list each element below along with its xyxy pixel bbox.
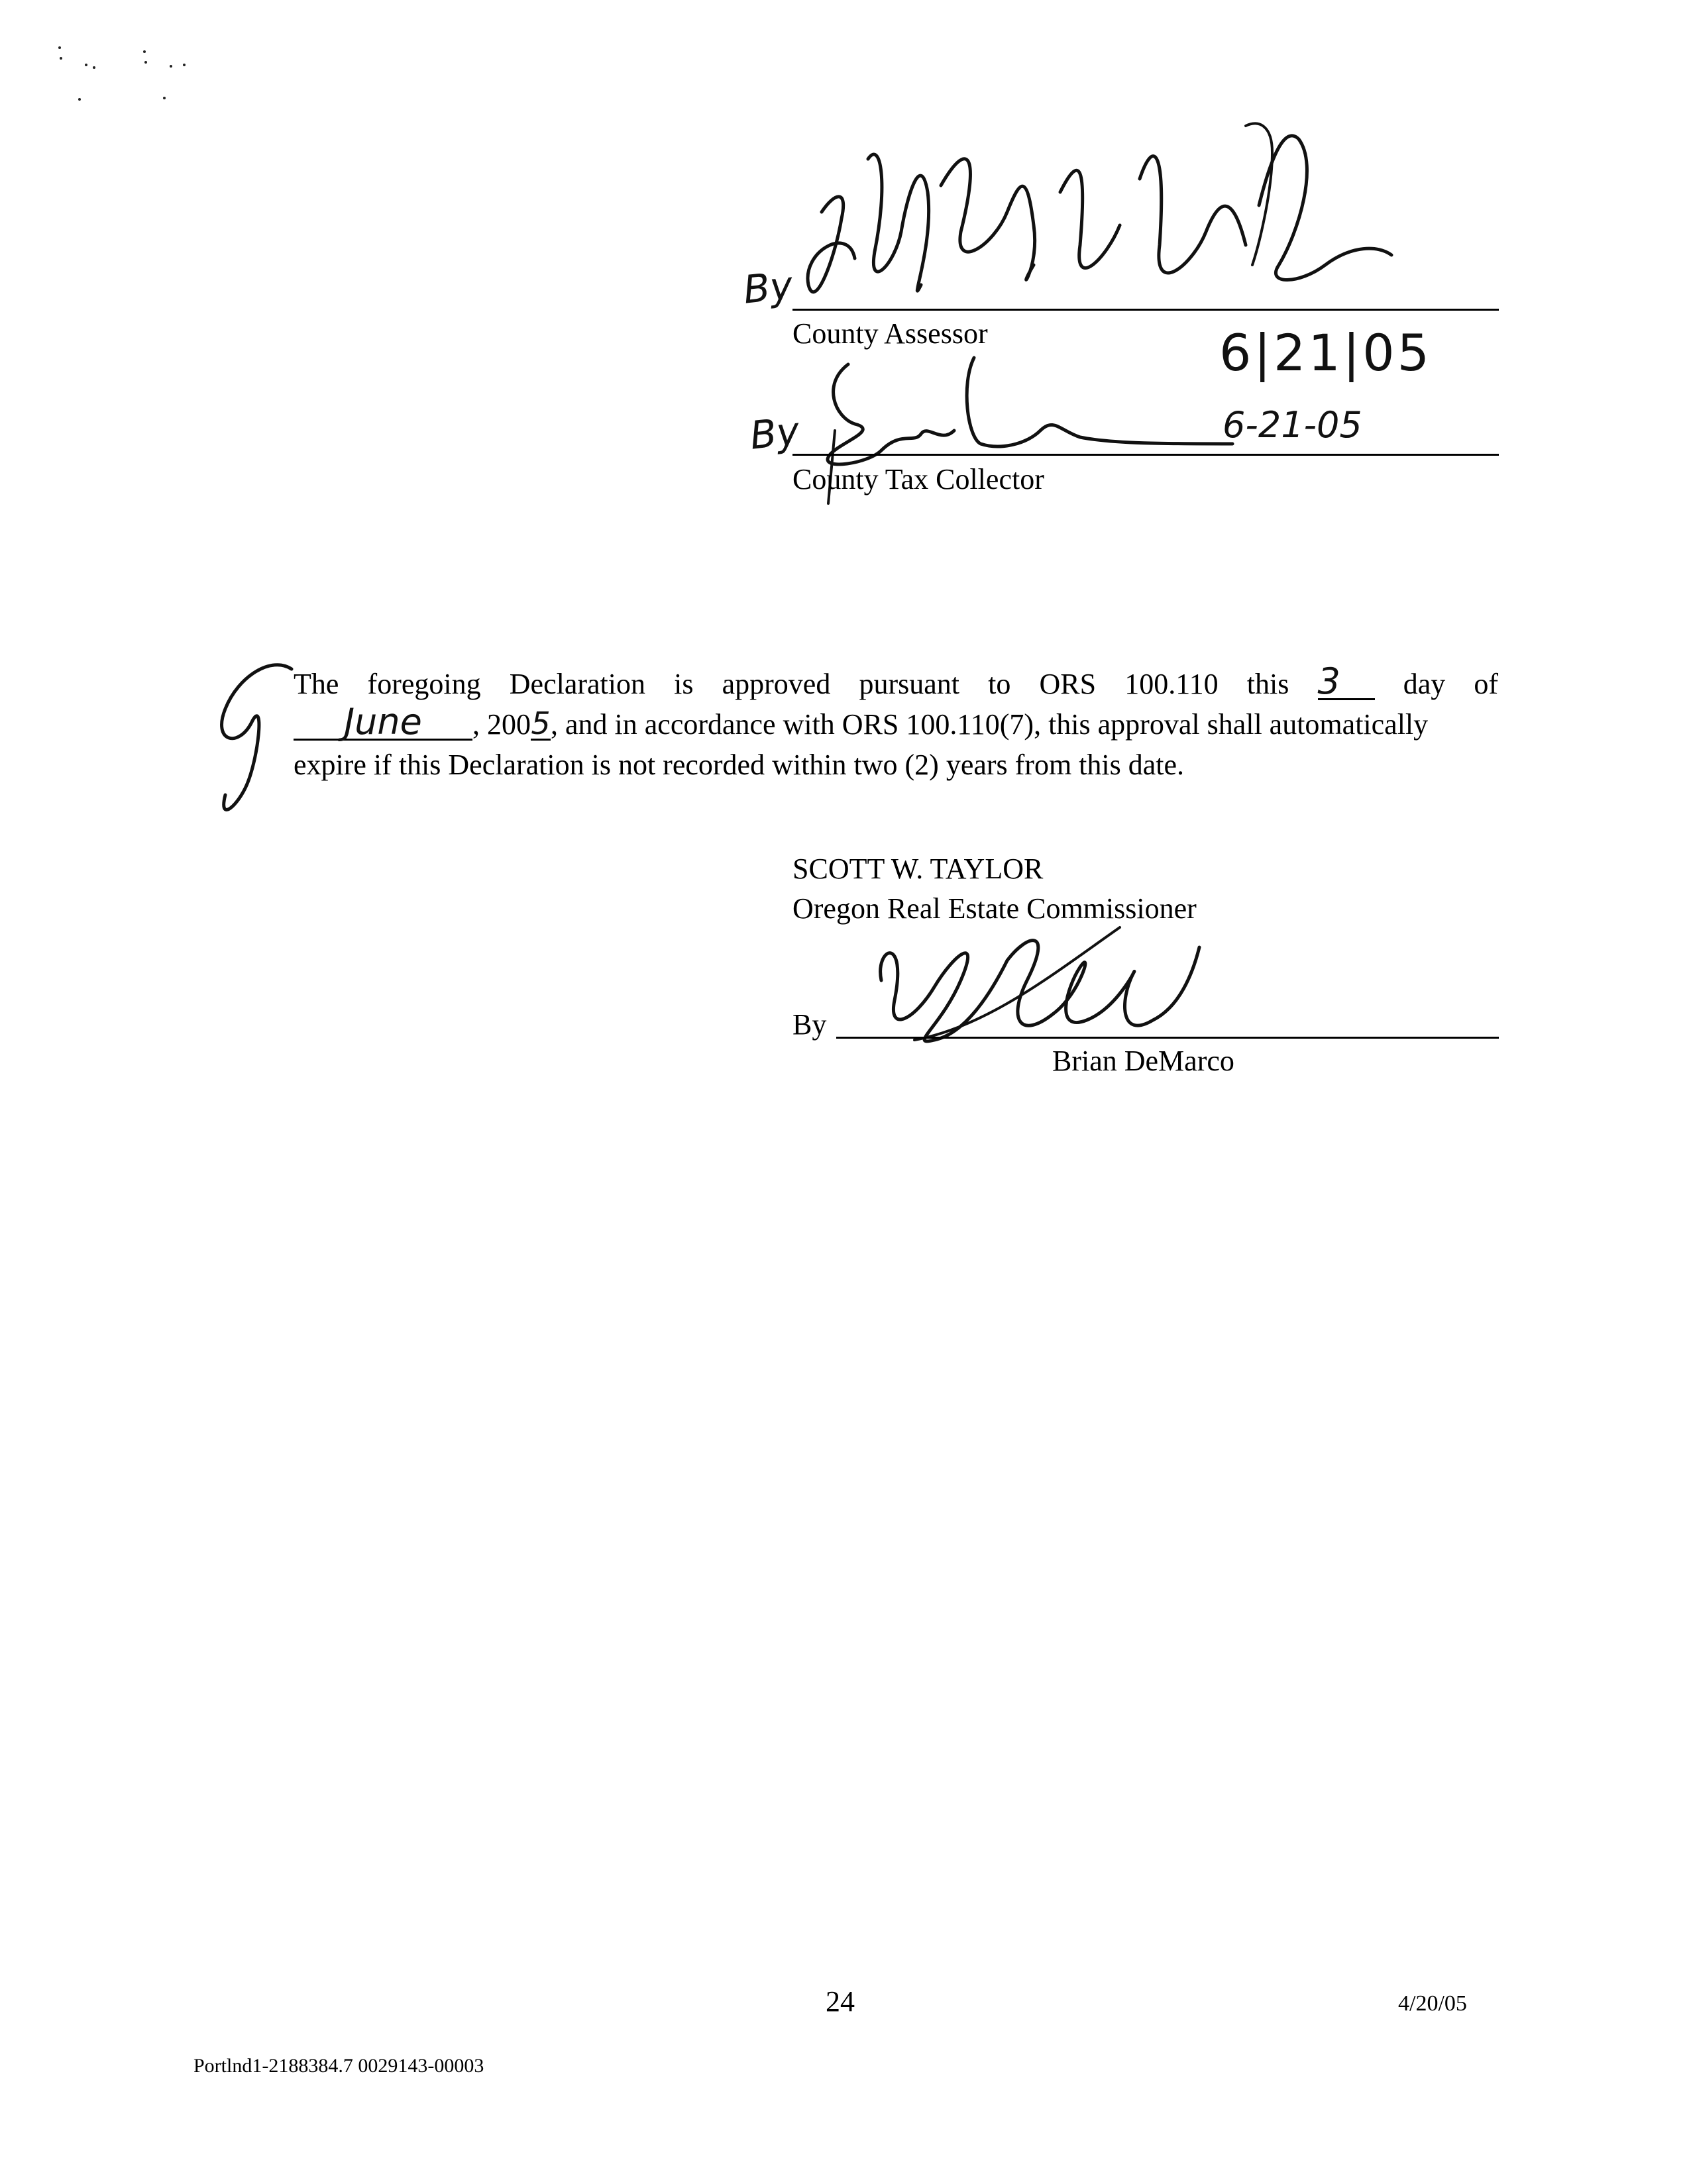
- approval-line1-start: The foregoing Declaration is approved pursuant to ORS 100.110 this: [294, 668, 1289, 700]
- commissioner-name: SCOTT W. TAYLOR: [792, 853, 1044, 885]
- approval-line-3: expire if this Declaration is not recorded within two (2) years from this date.: [294, 749, 1185, 781]
- commissioner-title: Oregon Real Estate Commissioner: [792, 892, 1197, 925]
- commissioner-by-label: By: [792, 1008, 827, 1041]
- assessor-signature-line: [792, 309, 1499, 311]
- approval-month-fill: June: [294, 705, 472, 741]
- tax-collector-handwritten-date: 6-21-05: [1223, 404, 1362, 446]
- tax-collector-by-label: By: [747, 408, 802, 458]
- approval-year-fill: 5: [531, 705, 551, 741]
- footer-doc-id: Portlnd1-2188384.7 0029143-00003: [193, 2055, 484, 2077]
- approval-line-2: [294, 701, 1498, 745]
- approval-line1-end: day of: [1403, 668, 1499, 700]
- approval-initial-scribble: [199, 656, 305, 828]
- approval-day-fill: 3: [1318, 665, 1375, 700]
- assessor-handwritten-date: 6|21|05: [1219, 323, 1432, 382]
- tax-collector-signature-line: [792, 454, 1499, 456]
- approval-year-prefix: , 200: [472, 708, 531, 741]
- page-number: 24: [826, 1985, 855, 2018]
- commissioner-signature-line: [836, 1037, 1499, 1039]
- footer-date: 4/20/05: [1398, 1991, 1467, 2016]
- assessor-by-label: By: [741, 262, 795, 313]
- commissioner-signer: Brian DeMarco: [1052, 1045, 1234, 1077]
- assessor-title: County Assessor: [792, 317, 988, 350]
- tax-collector-title: County Tax Collector: [792, 463, 1044, 495]
- assessor-signature: [795, 113, 1405, 331]
- approval-line2-rest: , and in accordance with ORS 100.110(7), this approval shall automatically: [551, 708, 1429, 741]
- approval-paragraph: [294, 660, 1499, 785]
- approval-line-1: [294, 660, 1499, 704]
